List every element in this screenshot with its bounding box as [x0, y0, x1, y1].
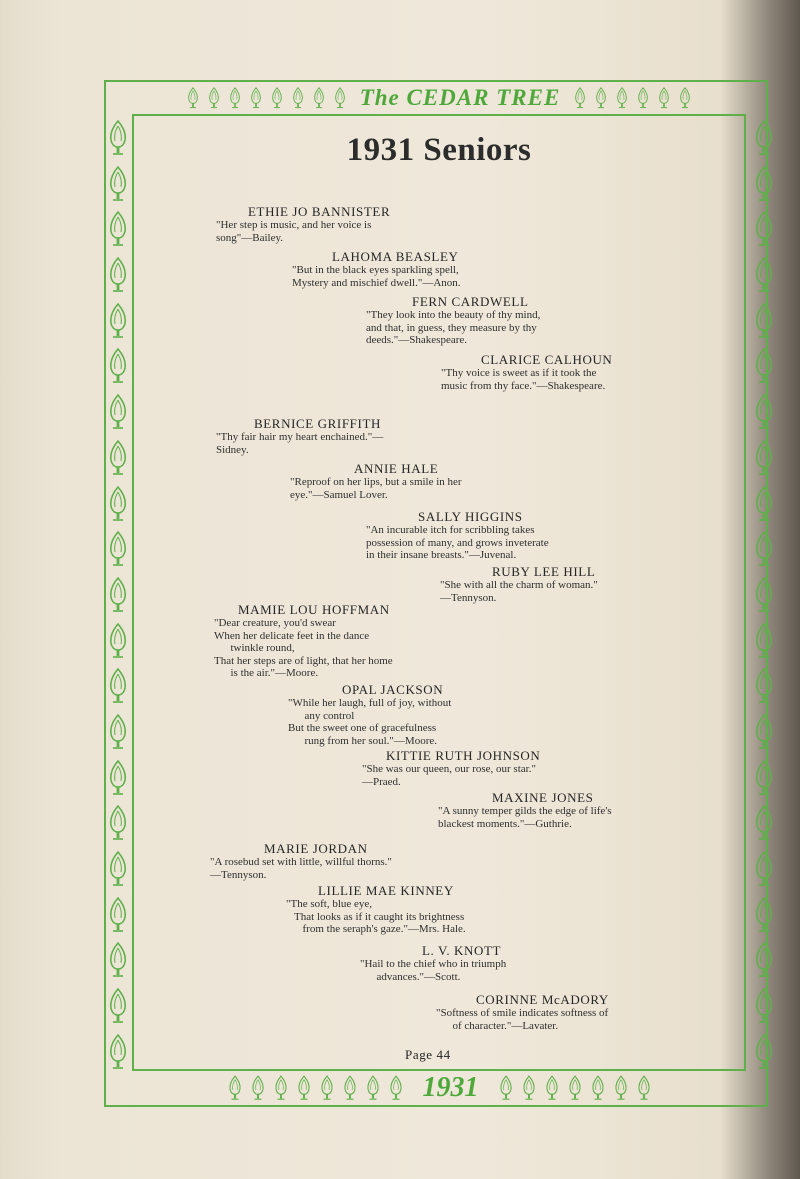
senior-entry — [286, 883, 466, 936]
cedar-tree-icon — [366, 1075, 380, 1101]
cedar-tree-icon — [334, 87, 346, 109]
cedar-tree-icon — [754, 988, 774, 1024]
cedar-tree-icon — [108, 577, 128, 613]
cedar-tree-icon — [271, 87, 283, 109]
senior-quote: "A rosebud set with little, willful thorns." —Tennyson. — [210, 856, 392, 881]
cedar-tree-icon — [108, 166, 128, 202]
cedar-tree-icon — [658, 87, 670, 109]
senior-quote: "Thy voice is sweet as if it took the music from thy face."—Shakespeare. — [441, 367, 606, 392]
cedar-tree-icon — [754, 760, 774, 796]
cedar-tree-icon — [274, 1075, 288, 1101]
senior-entry — [436, 992, 609, 1032]
senior-quote: "They look into the beauty of thy mind, and that, in guess, they measure by thy deeds."—Shakespeare. — [366, 309, 541, 347]
senior-name: SALLY HIGGINS — [418, 509, 523, 524]
cedar-tree-icon — [591, 1075, 605, 1101]
cedar-tree-icon — [522, 1075, 536, 1101]
cedar-tree-icon — [545, 1075, 559, 1101]
cedar-tree-icon — [108, 257, 128, 293]
cedar-tree-icon — [754, 303, 774, 339]
senior-entry — [366, 509, 549, 562]
cedar-tree-icon — [108, 486, 128, 522]
senior-entry — [366, 294, 540, 347]
senior-entry — [360, 943, 506, 983]
footer-ornaments-right — [499, 1075, 651, 1101]
senior-name: MAXINE JONES — [492, 790, 594, 805]
cedar-tree-icon — [343, 1075, 357, 1101]
senior-entry — [438, 790, 612, 830]
cedar-tree-icon — [754, 394, 774, 430]
senior-quote: "A sunny temper gilds the edge of life's blackest moments."—Guthrie. — [438, 805, 612, 830]
cedar-tree-icon — [679, 87, 691, 109]
senior-name: MARIE JORDAN — [264, 841, 368, 856]
senior-name: LAHOMA BEASLEY — [332, 249, 459, 264]
senior-quote: "Thy fair hair my heart enchained."— Sidney. — [216, 431, 384, 456]
cedar-tree-icon — [108, 348, 128, 384]
senior-quote: "But in the black eyes sparkling spell, Mystery and mischief dwell."—Anon. — [292, 264, 461, 289]
cedar-tree-icon — [108, 211, 128, 247]
page-footer — [132, 1072, 746, 1104]
senior-quote: "She was our queen, our rose, our star." —Praed. — [362, 763, 536, 788]
cedar-tree-icon — [108, 668, 128, 704]
cedar-tree-icon — [574, 87, 586, 109]
senior-quote: "Dear creature, you'd swear When her delicate feet in the dance twinkle round, That her steps are of light, that her home is the air."—Moore. — [214, 617, 393, 680]
cedar-tree-icon — [754, 577, 774, 613]
senior-quote: "Reproof on her lips, but a smile in her eye."—Samuel Lover. — [290, 476, 462, 501]
cedar-tree-icon — [389, 1075, 403, 1101]
cedar-tree-icon — [108, 303, 128, 339]
cedar-tree-icon — [637, 87, 649, 109]
senior-quote: "Her step is music, and her voice is song"—Bailey. — [216, 219, 372, 244]
cedar-tree-icon — [108, 942, 128, 978]
senior-quote: "An incurable itch for scribbling takes possession of many, and grows inveterate in their insane breasts."—Juvenal. — [366, 524, 549, 562]
cedar-tree-icon — [251, 1075, 265, 1101]
senior-entry — [440, 564, 598, 604]
cedar-tree-icon — [754, 668, 774, 704]
cedar-tree-icon — [187, 87, 199, 109]
cedar-tree-icon — [754, 348, 774, 384]
footer-year: 1931 — [422, 1072, 479, 1103]
cedar-tree-icon — [754, 120, 774, 156]
senior-name: ANNIE HALE — [354, 461, 439, 476]
senior-entry — [216, 204, 390, 244]
cedar-tree-icon — [595, 87, 607, 109]
cedar-tree-icon — [614, 1075, 628, 1101]
cedar-tree-icon — [108, 714, 128, 750]
senior-quote: "While her laugh, full of joy, without any control But the sweet one of gracefulness rung from her soul."—Moore. — [288, 697, 452, 747]
cedar-tree-icon — [108, 120, 128, 156]
senior-entry — [210, 841, 392, 881]
senior-name: RUBY LEE HILL — [492, 564, 596, 579]
cedar-tree-icon — [108, 851, 128, 887]
cedar-tree-icon — [754, 714, 774, 750]
senior-entry — [288, 682, 451, 747]
senior-entry — [290, 461, 462, 501]
page-title: 1931 Seniors — [346, 132, 532, 168]
cedar-tree-icon — [297, 1075, 311, 1101]
header-ornaments-left — [187, 87, 346, 109]
cedar-tree-icon — [499, 1075, 513, 1101]
cedar-tree-icon — [108, 440, 128, 476]
cedar-tree-icon — [292, 87, 304, 109]
cedar-tree-icon — [250, 87, 262, 109]
right-ornament-column — [752, 120, 776, 1070]
senior-name: FERN CARDWELL — [412, 294, 529, 309]
cedar-tree-icon — [754, 531, 774, 567]
cedar-tree-icon — [229, 87, 241, 109]
footer-ornaments-left — [228, 1075, 403, 1101]
cedar-tree-icon — [637, 1075, 651, 1101]
cedar-tree-icon — [754, 257, 774, 293]
senior-name: CORINNE McADORY — [476, 992, 609, 1007]
senior-quote: "The soft, blue eye, That looks as if it caught its brightness from the seraph's gaze."—Mrs. Hale. — [286, 898, 466, 936]
cedar-tree-icon — [108, 394, 128, 430]
cedar-tree-icon — [108, 988, 128, 1024]
page-number: Page 44 — [405, 1047, 451, 1062]
senior-name: LILLIE MAE KINNEY — [318, 883, 454, 898]
cedar-tree-icon — [108, 531, 128, 567]
cedar-tree-icon — [320, 1075, 334, 1101]
cedar-tree-icon — [208, 87, 220, 109]
cedar-tree-icon — [108, 760, 128, 796]
left-ornament-column — [106, 120, 130, 1070]
cedar-tree-icon — [568, 1075, 582, 1101]
cedar-tree-icon — [313, 87, 325, 109]
senior-quote: "She with all the charm of woman." —Tennyson. — [440, 579, 598, 604]
senior-entry — [292, 249, 461, 289]
senior-quote: "Hail to the chief who in triumph advances."—Scott. — [360, 958, 507, 983]
senior-name: OPAL JACKSON — [342, 682, 444, 697]
page-header — [132, 84, 746, 112]
cedar-tree-icon — [108, 805, 128, 841]
cedar-tree-icon — [108, 623, 128, 659]
senior-name: MAMIE LOU HOFFMAN — [238, 602, 390, 617]
cedar-tree-icon — [754, 486, 774, 522]
header-ornaments-right — [574, 87, 691, 109]
senior-quote: "Softness of smile indicates softness of of character."—Lavater. — [436, 1007, 609, 1032]
cedar-tree-icon — [754, 805, 774, 841]
senior-entry — [214, 602, 393, 680]
cedar-tree-icon — [108, 1034, 128, 1070]
senior-entry — [441, 352, 612, 392]
cedar-tree-icon — [754, 1034, 774, 1070]
cedar-tree-icon — [754, 166, 774, 202]
cedar-tree-icon — [228, 1075, 242, 1101]
senior-name: ETHIE JO BANNISTER — [248, 204, 391, 219]
header-title: The CEDAR TREE — [359, 85, 561, 110]
cedar-tree-icon — [754, 623, 774, 659]
cedar-tree-icon — [754, 942, 774, 978]
cedar-tree-icon — [108, 897, 128, 933]
senior-name: CLARICE CALHOUN — [481, 352, 613, 367]
cedar-tree-icon — [754, 851, 774, 887]
senior-entry — [362, 748, 540, 788]
cedar-tree-icon — [616, 87, 628, 109]
cedar-tree-icon — [754, 897, 774, 933]
senior-name: KITTIE RUTH JOHNSON — [386, 748, 541, 763]
senior-entry — [216, 416, 383, 456]
senior-name: BERNICE GRIFFITH — [254, 416, 381, 431]
cedar-tree-icon — [754, 440, 774, 476]
senior-name: L. V. KNOTT — [422, 943, 502, 958]
cedar-tree-icon — [754, 211, 774, 247]
